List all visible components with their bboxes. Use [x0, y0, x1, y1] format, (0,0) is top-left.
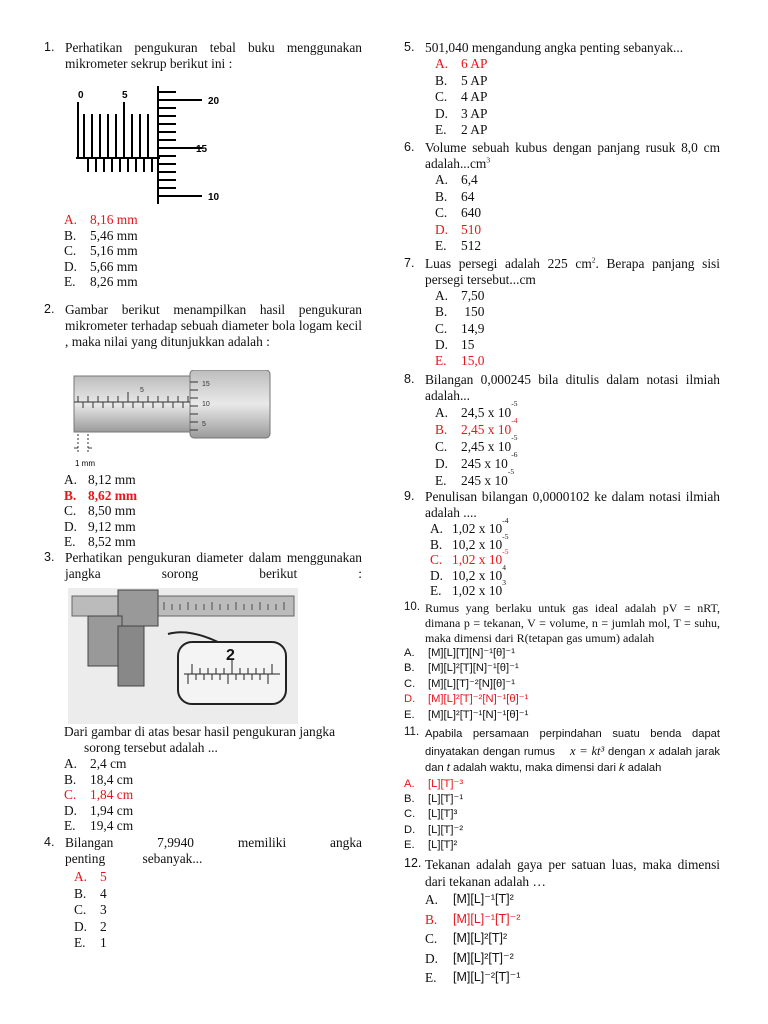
- micrometer-figure-2: [72, 370, 272, 470]
- option-e[interactable]: [435, 353, 720, 369]
- superscript: 3: [486, 155, 491, 165]
- options-list: [435, 172, 720, 255]
- option-text: [M][L]⁻¹[T]²: [453, 892, 514, 907]
- scale-label: 5: [122, 90, 128, 101]
- thimble-label: 15: [196, 144, 208, 155]
- option-d[interactable]: [435, 106, 720, 123]
- option-letter: D.: [404, 823, 416, 836]
- option-letter: D.: [435, 105, 449, 121]
- option-text: 1,02 x 10: [452, 521, 503, 537]
- option-a[interactable]: [425, 890, 720, 910]
- option-exponent: -5: [511, 399, 518, 409]
- option-letter: B.: [430, 536, 443, 552]
- option-text: 2 AP: [461, 122, 488, 138]
- option-text: [M][L]⁻²[T]⁻¹: [453, 970, 521, 985]
- thimble-label: 15: [202, 380, 210, 388]
- option-text: [M][L]²[T][N]⁻¹[θ]⁻¹: [428, 662, 519, 675]
- option-letter: E.: [435, 238, 447, 254]
- question-text-span: adalah jarak dan: [425, 745, 721, 775]
- option-text: 2: [100, 918, 107, 934]
- option-letter: E.: [425, 970, 437, 986]
- thimble-label: 10: [202, 400, 210, 408]
- option-letter: C.: [64, 503, 77, 519]
- option-text: 2,4 cm: [90, 755, 127, 771]
- option-letter: A.: [435, 171, 449, 187]
- option-c[interactable]: [64, 503, 362, 519]
- option-a[interactable]: [404, 646, 720, 662]
- option-c[interactable]: [425, 929, 720, 949]
- question-number: 4.: [44, 834, 55, 849]
- micrometer-figure-1: [72, 84, 252, 212]
- option-letter: C.: [435, 205, 448, 221]
- option-letter: A.: [404, 777, 415, 790]
- question-text: Bilangan 7,9940 memiliki angka penting sebanyak...: [65, 834, 362, 866]
- option-exponent: -6: [511, 450, 518, 460]
- option-text: 512: [461, 238, 482, 254]
- option-exponent: -4: [502, 516, 509, 526]
- question-5: [404, 40, 720, 139]
- question-text-2: Dari gambar di atas besar hasil pengukuran jangka: [64, 723, 336, 739]
- option-letter: E.: [435, 473, 447, 489]
- option-a[interactable]: [74, 869, 362, 886]
- question-text: [425, 256, 720, 288]
- option-text: 2,45 x 10: [461, 422, 512, 438]
- option-letter: B.: [404, 792, 415, 805]
- option-c[interactable]: [435, 205, 720, 222]
- option-letter: A.: [435, 287, 449, 303]
- option-text: [M][L]²[T]⁻²: [453, 950, 514, 965]
- question-text: Tekanan adalah gaya per satuan luas, maka dimensi dari tekanan adalah …: [425, 857, 720, 890]
- option-letter: B.: [435, 422, 448, 438]
- question-6: [404, 140, 720, 255]
- question-number: 7.: [404, 255, 415, 270]
- option-exponent: -4: [511, 416, 518, 426]
- superscript: 2: [591, 255, 596, 265]
- option-b[interactable]: [404, 792, 720, 807]
- option-a[interactable]: [64, 472, 362, 488]
- options-list: [64, 472, 362, 550]
- option-text: [M][L]²[T]⁻¹[N]⁻¹[θ]⁻¹: [428, 708, 529, 721]
- option-text: [M][L][T]⁻²[N][θ]⁻¹: [428, 677, 516, 690]
- option-letter: C.: [64, 243, 77, 259]
- option-c[interactable]: [64, 243, 362, 259]
- option-letter: A.: [430, 521, 444, 537]
- option-text: [M][L]²[T]⁻²[N]⁻¹[θ]⁻¹: [428, 693, 529, 706]
- option-letter: B.: [425, 911, 438, 927]
- option-exponent: -5: [511, 433, 518, 443]
- option-letter: B.: [435, 72, 448, 88]
- scale-label: 0: [78, 90, 84, 101]
- option-letter: E.: [430, 583, 442, 599]
- option-c[interactable]: [74, 902, 362, 919]
- option-e[interactable]: [64, 818, 362, 834]
- question-12: [404, 856, 720, 988]
- option-letter: E.: [64, 534, 76, 550]
- option-c[interactable]: [404, 807, 720, 822]
- question-number: 9.: [404, 489, 415, 504]
- option-letter: D.: [64, 518, 78, 534]
- variable: x: [649, 745, 655, 758]
- option-letter: C.: [435, 439, 448, 455]
- option-letter: E.: [404, 838, 415, 851]
- vernier-label: 2: [226, 646, 235, 664]
- option-c[interactable]: [435, 89, 720, 106]
- option-e[interactable]: [74, 935, 362, 952]
- option-letter: A.: [64, 212, 78, 227]
- right-column: [404, 40, 720, 988]
- option-text: 10,2 x 10: [452, 567, 503, 583]
- option-letter: B.: [64, 771, 77, 787]
- option-a[interactable]: [435, 399, 720, 421]
- option-letter: D.: [74, 918, 88, 934]
- option-letter: A.: [425, 892, 439, 908]
- unit-label: 1 mm: [75, 458, 95, 468]
- option-d[interactable]: [435, 222, 720, 239]
- option-e[interactable]: [435, 122, 720, 139]
- question-text-span: Volume sebuah kubus dengan panjang rusuk 8,0 cm adalah...cm: [425, 139, 720, 171]
- scale-label: 5: [140, 386, 144, 394]
- question-10: [404, 601, 720, 724]
- option-text: 6,4: [461, 171, 478, 187]
- question-text: Rumus yang berlaku untuk gas ideal adalah pV = nRT, dimana p = tekanan, V = volume, n = jumlah mol, T = suhu, maka dimensi dari R(tetapan gas umum) adalah: [425, 600, 720, 645]
- question-1: [44, 40, 362, 290]
- options-list: [435, 399, 720, 489]
- option-letter: C.: [64, 787, 77, 803]
- option-e[interactable]: [430, 578, 720, 599]
- option-e[interactable]: [425, 968, 720, 988]
- option-e[interactable]: [435, 238, 720, 255]
- question-text: 501,040 mengandung angka penting sebanyak...: [425, 40, 684, 55]
- option-text: 8,12 mm: [88, 471, 136, 487]
- options-list: [430, 516, 720, 599]
- caliper-figure: [68, 588, 298, 724]
- option-b[interactable]: [64, 772, 362, 788]
- option-text: 19,4 cm: [90, 818, 134, 834]
- question-text-3: sorong tersebut adalah ...: [84, 739, 218, 755]
- option-a[interactable]: [435, 288, 720, 304]
- option-c[interactable]: [435, 433, 720, 455]
- option-text: 1,02 x 10: [452, 583, 503, 599]
- question-text-span: dengan: [608, 745, 646, 758]
- option-c[interactable]: [435, 321, 720, 337]
- option-text: 15: [461, 336, 475, 352]
- option-letter: A.: [64, 471, 78, 487]
- question-text-span: . Berapa panjang sisi persegi tersebut...cm: [425, 255, 720, 287]
- option-letter: D.: [435, 456, 449, 472]
- option-d[interactable]: [64, 803, 362, 819]
- option-letter: B.: [74, 885, 87, 901]
- option-letter: B.: [404, 662, 415, 675]
- option-e[interactable]: [404, 838, 720, 853]
- option-letter: D.: [64, 802, 78, 818]
- options-list: [435, 56, 720, 139]
- options-list: [64, 212, 362, 290]
- question-number: 2.: [44, 301, 55, 316]
- options-list: [74, 869, 362, 952]
- option-text: 510: [461, 221, 482, 237]
- thimble-label: 5: [202, 420, 206, 428]
- option-text: 18,4 cm: [90, 771, 134, 787]
- option-text: 7,50: [461, 287, 485, 303]
- option-d[interactable]: [435, 337, 720, 353]
- option-b[interactable]: [64, 488, 362, 504]
- option-letter: A.: [64, 755, 78, 771]
- option-d[interactable]: [404, 692, 720, 708]
- option-letter: A.: [74, 868, 88, 884]
- option-a[interactable]: [435, 56, 720, 73]
- option-e[interactable]: [64, 274, 362, 290]
- options-list: [404, 646, 720, 724]
- option-text: 1,94 cm: [90, 802, 134, 818]
- option-letter: D.: [64, 258, 78, 274]
- option-text: [L][T]⁻²: [428, 823, 464, 836]
- option-letter: C.: [404, 677, 416, 690]
- option-b[interactable]: [435, 416, 720, 438]
- option-c[interactable]: [404, 677, 720, 693]
- option-text: 8,52 mm: [88, 534, 136, 550]
- question-text: Perhatikan pengukuran tebal buku menggunakan mikrometer sekrup berikut ini :: [65, 40, 362, 71]
- formula: x = kt³: [569, 743, 605, 758]
- option-text: [M][L][T][N]⁻¹[θ]⁻¹: [428, 646, 516, 659]
- option-letter: E.: [435, 122, 447, 138]
- option-text: [L][T]⁻¹: [428, 792, 464, 805]
- question-number: 11.: [404, 726, 420, 739]
- question-3: [44, 550, 362, 834]
- option-b[interactable]: [74, 886, 362, 903]
- option-text: 9,12 mm: [88, 518, 136, 534]
- option-d[interactable]: [430, 562, 720, 584]
- thimble-label: 10: [208, 192, 220, 203]
- option-letter: C.: [430, 552, 443, 568]
- question-text: Gambar berikut menampilkan hasil pengukuran mikrometer terhadap sebuah diameter bola logam kecil , maka nilai yang ditunjukkan adalah :: [65, 301, 362, 349]
- option-b[interactable]: [435, 189, 720, 206]
- question-text: Penulisan bilangan 0,0000102 ke dalam notasi ilmiah adalah ....: [425, 489, 720, 521]
- option-letter: E.: [64, 274, 76, 290]
- question-number: 8.: [404, 372, 415, 387]
- option-letter: D.: [430, 567, 444, 583]
- option-d[interactable]: [64, 519, 362, 535]
- option-text: 15,0: [461, 353, 485, 369]
- option-letter: B.: [435, 304, 448, 320]
- option-b[interactable]: [404, 661, 720, 677]
- question-text-span: adalah waktu, maka dimensi dari: [453, 762, 616, 775]
- option-text: 5,46 mm: [90, 227, 138, 243]
- question-4: [44, 835, 362, 952]
- option-letter: E.: [74, 935, 86, 951]
- option-letter: E.: [64, 818, 76, 834]
- option-letter: D.: [435, 221, 449, 237]
- options-list: [64, 756, 362, 834]
- option-exponent: -5: [507, 467, 515, 477]
- left-column: [44, 40, 362, 952]
- option-text: 6 AP: [461, 56, 488, 71]
- option-a[interactable]: [64, 756, 362, 772]
- option-text: [M][L]²[T]²: [453, 931, 508, 946]
- option-text: 1,84 cm: [90, 787, 134, 803]
- option-d[interactable]: [435, 450, 720, 472]
- option-text: 14,9: [461, 320, 485, 336]
- option-letter: C.: [404, 808, 416, 821]
- option-text: 4: [100, 885, 107, 901]
- question-text-span: Apabila persamaan perpindahan suatu benda dapat dinyatakan dengan rumus: [425, 728, 720, 758]
- option-e[interactable]: [64, 534, 362, 550]
- options-list: [435, 288, 720, 369]
- option-b[interactable]: [425, 910, 720, 930]
- option-letter: D.: [435, 336, 449, 352]
- question-number: 3.: [44, 549, 55, 564]
- question-text-span: Perhatikan pengukuran diameter dalam menggunakan jangka sorong berikut :: [65, 549, 362, 581]
- option-letter: C.: [425, 931, 438, 947]
- option-text: 3: [100, 902, 107, 918]
- option-text: 245 x 10: [461, 473, 508, 489]
- variable: t: [446, 762, 450, 775]
- option-b[interactable]: [430, 531, 720, 553]
- option-letter: C.: [435, 320, 448, 336]
- question-text: [65, 550, 362, 582]
- option-text: 245 x 10: [461, 456, 512, 472]
- option-c[interactable]: [430, 547, 720, 568]
- option-text: 4 AP: [461, 89, 488, 105]
- option-text: 5,16 mm: [90, 243, 138, 259]
- option-e[interactable]: [435, 467, 720, 489]
- option-letter: E.: [404, 708, 415, 721]
- option-letter: D.: [425, 950, 439, 966]
- question-11: [404, 726, 720, 853]
- question-8: [404, 372, 720, 489]
- option-letter: B.: [64, 487, 77, 503]
- option-letter: C.: [435, 89, 448, 105]
- option-exponent: 4: [502, 562, 506, 572]
- option-text: 5 AP: [461, 72, 488, 88]
- options-list: [404, 777, 720, 853]
- option-d[interactable]: [425, 949, 720, 969]
- option-letter: B.: [435, 188, 448, 204]
- option-a[interactable]: [435, 172, 720, 189]
- option-text: [L][T]³: [428, 808, 458, 821]
- option-text: 2,45 x 10: [461, 439, 512, 455]
- option-exponent: 3: [502, 578, 506, 588]
- option-letter: A.: [404, 646, 415, 659]
- option-a[interactable]: [404, 777, 720, 792]
- option-text: 8,26 mm: [90, 274, 138, 290]
- option-text: 24,5 x 10: [461, 405, 512, 421]
- question-number: 12.: [404, 856, 422, 871]
- option-b[interactable]: [435, 73, 720, 90]
- option-d[interactable]: [64, 259, 362, 275]
- option-text: 1,02 x 10: [452, 552, 503, 568]
- question-text: [425, 726, 720, 776]
- option-text: [M][L]⁻¹[T]⁻²: [453, 911, 521, 926]
- question-number: 6.: [404, 139, 415, 154]
- option-c[interactable]: [64, 787, 362, 803]
- option-text: 64: [461, 188, 475, 204]
- option-text: [L][T]²: [428, 838, 458, 851]
- option-e[interactable]: [404, 708, 720, 724]
- option-b[interactable]: [64, 228, 362, 244]
- options-list: [425, 890, 720, 988]
- option-b[interactable]: [435, 304, 720, 320]
- option-exponent: -5: [502, 531, 509, 541]
- option-text: 3 AP: [461, 105, 488, 121]
- option-text: 640: [461, 205, 482, 221]
- option-exponent: -5: [502, 547, 509, 557]
- question-text-span: adalah: [627, 762, 662, 775]
- option-a[interactable]: [430, 516, 720, 537]
- option-letter: E.: [435, 353, 447, 369]
- option-letter: A.: [435, 56, 449, 71]
- option-text: 1: [100, 935, 107, 951]
- question-text: Bilangan 0,000245 bila ditulis dalam notasi ilmiah adalah...: [425, 372, 720, 404]
- question-2: [44, 302, 362, 550]
- question-text-span: Luas persegi adalah 225 cm: [425, 255, 592, 271]
- option-letter: D.: [404, 693, 416, 706]
- option-letter: B.: [64, 227, 77, 243]
- question-number: 5.: [404, 40, 415, 54]
- question-text: [425, 140, 720, 172]
- option-text: 8,62 mm: [88, 487, 138, 503]
- option-text: 8,16 mm: [90, 212, 138, 227]
- option-text: 5,66 mm: [90, 258, 138, 274]
- option-letter: C.: [74, 902, 87, 918]
- option-d[interactable]: [404, 823, 720, 838]
- question-number: 1.: [44, 40, 55, 54]
- question-number: 10.: [404, 600, 420, 613]
- option-d[interactable]: [74, 919, 362, 936]
- option-text: [L][T]⁻³: [428, 777, 464, 790]
- option-text: 10,2 x 10: [452, 536, 503, 552]
- question-9: [404, 489, 720, 599]
- option-text: 5: [100, 868, 107, 884]
- question-7: [404, 256, 720, 369]
- variable: k: [619, 762, 625, 775]
- option-text: 150: [461, 304, 485, 320]
- option-a[interactable]: [64, 212, 362, 228]
- option-letter: A.: [435, 405, 449, 421]
- option-text: 8,50 mm: [88, 503, 136, 519]
- thimble-label: 20: [208, 96, 220, 107]
